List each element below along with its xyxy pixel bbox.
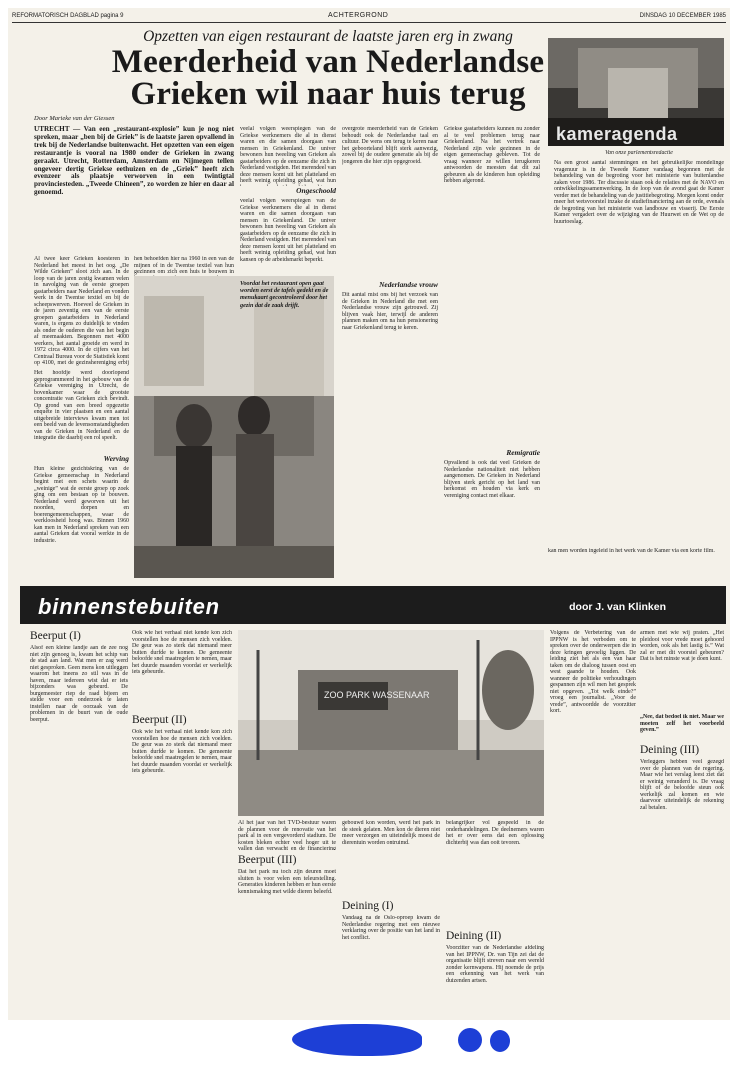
binnenste-column-6: Volgens de Verbetering van de IPPNW is het verboden om te spreken over de onderwerpen die in deze kringen gevoelig liggen. De leiding ziet het als een van haar taken om de dialoog tussen oost en west gaande te houden. Ook wanneer de politieke verhoudingen gespannen zijn wil men het gesprek niet opgeven. „Tot welk einde?” vroeg een journalist. „Voor de vrede”, antwoordde de voorzitter kort. (550, 630, 636, 714)
masthead-left: REFORMATORISCH DAGBLAD pagina 9 (12, 13, 124, 19)
article-column-5: Griekse gastarbeiders kunnen nu zonder al te veel problemen terug naar Griekenland. Na het vertrek naar Nederland zijn vele gezinnen in de eigen gemeenschap gebleven. Tot de vraag wanneer ze willen terugkeren antwoorden de meesten dat dit zal gebeuren als de kinderen hun opleiding hebben afgerond. (444, 126, 540, 184)
binnenste-column-2: Ook wie het verhaal niet kende kon zich voorstellen hoe de mensen zich voelden. De geur was zo sterk dat niemand meer buiten durfde te komen. De gemeente beloofde snel maatregelen te nemen, maar het duurde maanden voordat er werkelijk iets gebeurde. (132, 729, 232, 774)
binnenstebuiten-title: binnenstebuiten (38, 594, 220, 619)
binnenste-column-4a: gebouwd kon worden, werd het park in de steek gelaten. Men kon de dieren niet meer verzorgen en uiteindelijk moest de dierentuin worden ontruimd. (342, 820, 440, 846)
masthead-date: DINSDAG 10 DECEMBER 1985 (639, 13, 726, 19)
article-column-3b: veelal volgen weerspiegen van de Griekse werknemers die al in dienst waren en die samen doorgaan van mensen in Griekenland. De univer bewoners hun tweeling van Grieken als gastarbeiders op de eenzame die zich in Nederland vestigden. Het merendeel van deze mensen komt uit het platteland en heeft weinig opleiding gehad, wat hun kansen op de arbeidsmarkt beperkt. (240, 198, 336, 263)
article-column-5b: Opvallend is ook dat veel Grieken de Nederlandse nationaliteit niet hebben aangenomen. De Grieken in Nederland blijven sterk gericht op het land van herkomst en houden via kerk en vereniging contact met elkaar. (444, 460, 540, 499)
heading-beerput-3: Beerput (III) (238, 854, 297, 866)
heading-beerput-1: Beerput (I) (30, 630, 81, 642)
article-lead: UTRECHT — Van een „restaurant-explosie” kun je nog niet spreken, maar „ben bij de Griek” is de laatste jaren opvallend in trek bij de Nederlandse buitenwacht. Het opzetten van een eigen restaurantje is vooral na 1980 onder de Grieken in zwang geraakt. Utrecht, Rotterdam, Amsterdam en Nijmegen tellen ongeveer dertig Griekse eethuizen en de „Griek” heeft zich evenzeer als plaatsje verworven in een twintigtal provinciesteden. „Tweede Chineen”, zo worden ze hier en daar al genoemd. (34, 126, 234, 197)
ink-blob-dot-1 (458, 1028, 482, 1052)
binnenste-column-2a: Ook wie het verhaal niet kende kon zich voorstellen hoe de mensen zich voelden. De geur was zo sterk dat niemand meer buiten durfde te komen. De gemeente beloofde snel maatregelen te nemen, maar het duurde maanden voordat er werkelijk iets gebeurde. (132, 630, 232, 675)
binnenste-column-7: Verleggers hebben veel gezegd over de plannen van de regering. Maar wie het verslag leest ziet dat er weinig veranderd is. De vraag blijft of de beloofde steun ook werkelijk zal komen en wie daarvoor uiteindelijk de rekening zal betalen. (640, 759, 724, 811)
binnenste-column-3a: Al het jaar van het TVD-bestuur waren de plannen voor de renovatie van het park al in een vergevorderd stadium. De kosten bleken echter veel hoger uit te vallen dan verwacht en de financiering (238, 820, 336, 850)
heading-deining-2: Deining (II) (446, 930, 502, 942)
binnenste-column-1: Alsof een kleine landje aan de zee nog niet zijn genoeg is, kwam het schip van de stad aan land. Wat men er zag werd niet gesproken. Geen mens kon uitleggen waarom het ineens zo stil was in de haven, maar iedereen wist dat er iets bijzonders was gebeurd. De burgemeester riep de raad bijeen en stelde voor een onderzoek te laten instellen naar de oorzaak van de problemen in de buurt van de oude beerput. (30, 645, 128, 723)
article-byline: Door Marieke van der Giessen (34, 115, 115, 122)
article-column-4b: Dit aantal mist ons bij het verzoek van de Grieken in Nederland die met een Nederlandse vrouw zijn getrouwd. Zij blijven vaak hier, terwijl de anderen plannen maken om na hun pensionering naar Griekenland terug te keren. (342, 292, 438, 331)
kameragenda-title: kameragenda (556, 124, 678, 144)
newspaper-page (8, 8, 730, 1020)
article-column-3: veelal volgen weerspiegen van de Griekse werknemers die al in dienst waren en die samen doorgaan van mensen in Griekenland. De univer bewoners hun tweeling van Grieken als gastarbeiders op de eenzame die zich in Nederland vestigden. Het merendeel van deze mensen komt uit het platteland en heeft weinig opleiding gehad, wat hun (240, 126, 336, 184)
article-column-1: Al twee keer Grieken koesteren in Nederland het meest in het oog. „De Wilde Grieken” sloot zich aan. In de loop van de jaren zestig kwamen velen in navolging van de eerste groepen gastarbeiders naar Nederland en vonden werk in de Twentse textiel en bij de scheepswerven. Hoeveel de Grieken in de jaren zeventig een van de eerste groepen gastarbeiders in Nederland waren, is ergens zo duidelijk te vinden als onder de ouderen die van het begin af meemaakten. Begonnen met 4000 werkers, het aantal groeide en werd in 1972 circa 4000. In de cijfers van het Centraal Bureau voor de Statistiek komt op 4100, met de gezinshereniging erbij (34, 256, 129, 366)
binnenstebuiten-banner (20, 586, 726, 624)
binnenste-column-4: Vandaag na de Oslo-oproep kwam de Nederlandse regering met een nieuwe verklaring over de positie van het land in het conflict. (342, 915, 440, 941)
kameragenda-photo (548, 38, 724, 146)
kameragenda-body: Na een groot aantal stemmingen en het gebruikelijke mondelinge vragenuur is in de Tweede Kamer vandaag begonnen met de behandeling van de begroting voor het ministerie van buitenlandse zaken voor 1986. Ter discussie staan ook de relaties met de NAVO en ontwikkelingssamenwerking. In de loop van de avond gaat de Kamer verder met de behandeling van de justitiebegroting. Morgen komt onder meer het wetsvoorstel inzake de studiefinanciering aan de orde, evenals de begroting van het ministerie van landbouw en visserij. De Eerste Kamer vergadert over de wijziging van de Huurwet en de Wet op de huurtoeslag. (554, 160, 724, 225)
binnenste-column-7a: armen met wie wij praten. „Het pleidooi voor vrede moet gehoord worden, ook als het lastig is.” Wat zal er met dit voorstel gebeuren? Dat is het minste wat je doen kunt. (640, 630, 724, 662)
photo-caption: Voordat het restaurant open gaat worden eerst de tafels gedekt en de menukaart gecontroleerd door het gezin dat de zaak drijft. (240, 280, 329, 309)
ink-blob-large (292, 1024, 422, 1056)
article-column-4: overgrote meerderheid van de Grieken behoudt ook de Nederlandse taal en cultuur. De wens om terug te keren naar het geboorteland blijft sterk aanwezig, zowel bij de oudere generatie als bij de jongeren die hier zijn opgegroeid. (342, 126, 438, 165)
article-column-1b: Het hoofdje werd doorlopend geprogrammeerd in het gebouw van de Griekse vereniging in Utrecht, de bovenkamer waar de grootste concentratie van Grieken zich bevindt. Op grond van een breed opgezette enquête in vier plaatsen en een aantal uitgebreide interviews kwam men tot een beeld van de levensomstandigheden van de Grieken in Nederland en de integratie die daarbij een rol speelt. (34, 370, 129, 441)
kameragenda-tail: kan men worden ingeleid in het werk van de Kamer via een korte film. (548, 548, 715, 554)
zoo-park-photo-image (238, 630, 544, 816)
article-column-1c: Hun kleine gezichtskring van de Griekse gemeenschap in Nederland begint met een schets waarin de „weinige” wat de eerste groep op zoek ging om een bestaan op te bouwen. Nederland werd geworven uit het noorden, dorpen en boerengemeenschappen, waar de werkloosheid hoog was. Binnen 1960 kan men in Nederland spreken van een aantal Grieken dat vooral werkte in de industrie. (34, 466, 129, 544)
heading-deining-1: Deining (I) (342, 900, 394, 912)
article-kicker: Opzetten van eigen restaurant de laatste jaren erg in zwang (143, 28, 513, 45)
binnenste-column-7q: „Nee, dat bedoel ik niet. Maar we moeten zelf het voorbeeld geven.” (640, 714, 724, 733)
kameragenda-subtitle: Van onze parlementsredactie (605, 150, 673, 156)
subhead-remigratie: Remigratie (506, 448, 540, 457)
masthead-section: ACHTERGROND (328, 12, 389, 19)
binnenste-column-3: Dat het park nu toch zijn deuren moet sluiten is voor velen een teleurstelling. Generaties kinderen hebben er hun eerste kennismaking met wilde dieren beleefd. (238, 869, 336, 895)
article-column-2: hen behoefden hier na 1960 in een van de mijnen of in de Twentse textiel van hun gezinnen om zich een huis te bouwen in (134, 256, 234, 275)
headline-line-2: Grieken wil naar huis terug (130, 76, 526, 112)
masthead-rule (12, 22, 726, 23)
zoo-sign-text: ZOO PARK WASSENAAR (324, 690, 430, 700)
subhead-ongeschoold: Ongeschoold (296, 186, 336, 195)
binnenstebuiten-author: door J. van Klinken (569, 601, 666, 613)
subhead-werving: Werving (103, 454, 129, 463)
heading-beerput-2: Beerput (II) (132, 714, 187, 726)
headline-line-1: Meerderheid van Nederlandse (111, 44, 545, 80)
binnenste-column-5: Voorzitter van de Nederlandse afdeling van het IPPNW, Dr. van Tijn zei dat de organisatie blijft streven naar een wereld zonder kernwapens. Hij noemde de prijs een erkenning van het werk van duizenden artsen. (446, 945, 544, 984)
heading-deining-3: Deining (III) (640, 744, 700, 756)
ink-blob-dot-2 (490, 1030, 510, 1052)
subhead-nederlandse-vrouw: Nederlandse vrouw (379, 280, 438, 289)
zoo-park-photo (238, 630, 544, 816)
binnenste-column-5a: belangrijker vol gespeeld in de onderhandelingen. De deelnemers waren het er over eens dat een oplossing dichterbij was dan ooit tevoren. (446, 820, 544, 846)
